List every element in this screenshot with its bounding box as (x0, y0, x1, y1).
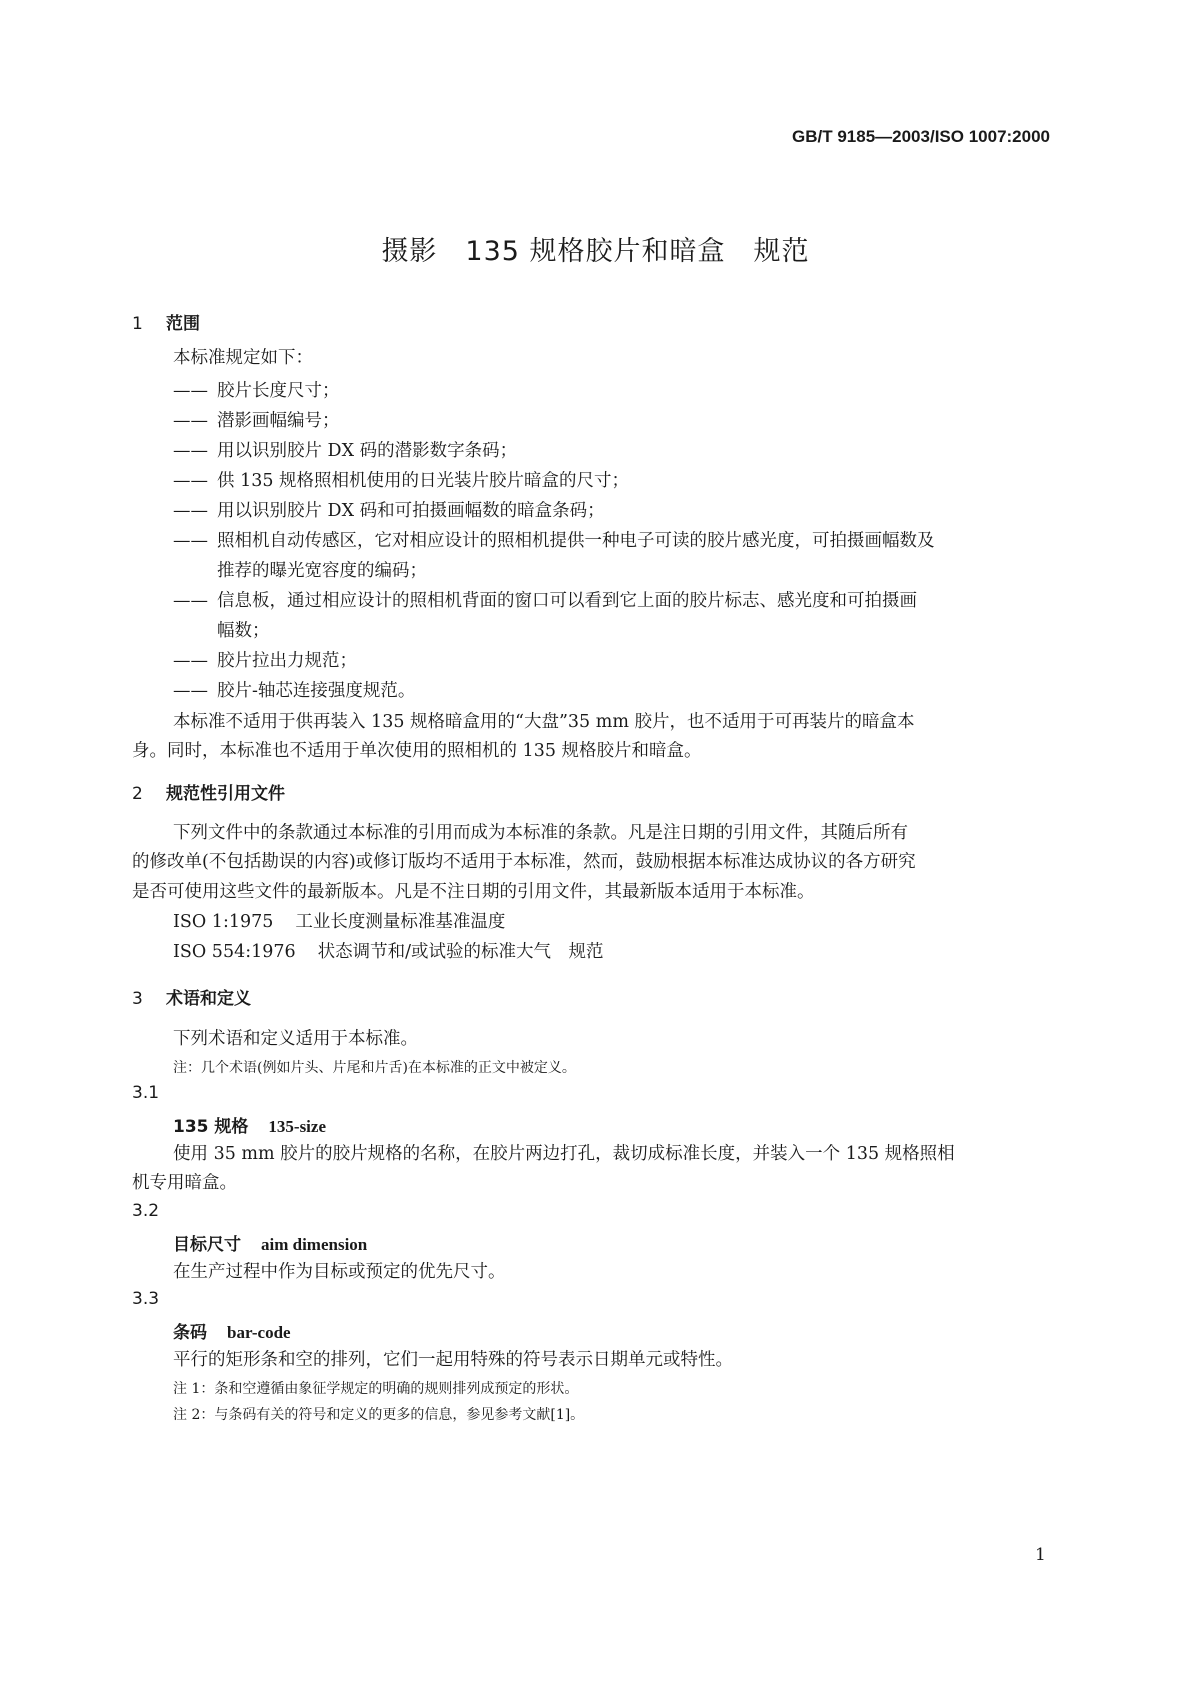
list-item: —— 供 135 规格照相机使用的日光装片胶片暗盒的尺寸； (173, 471, 630, 491)
term-definition-line-1: 在生产过程中作为目标或预定的优先尺寸。 (173, 1262, 506, 1282)
section-1-heading (132, 309, 200, 334)
list-item: —— 用以识别胶片 DX 码的潜影数字条码； (173, 441, 518, 461)
reference-item (173, 938, 604, 963)
list-item: —— 照相机自动传感区，它对相应设计的照相机提供一种电子可读的胶片感光度，可拍摄画幅数及 (173, 531, 935, 551)
term-number: 3.2 (132, 1201, 160, 1221)
term-zh: 目标尺寸 (173, 1235, 241, 1255)
section-2-heading (132, 779, 285, 804)
term-definition-line-2: 机专用暗盒。 (132, 1173, 237, 1193)
reference-code: ISO 554:1976 (173, 942, 296, 962)
term-en: bar-code (227, 1323, 291, 1342)
term-heading (173, 1230, 367, 1255)
term-note: 注 2：与条码有关的符号和定义的更多的信息，参见参考文献[1]。 (173, 1407, 585, 1423)
section-2-para-line-2: 的修改单(不包括勘误的内容)或修订版均不适用于本标准，然而，鼓励根据本标准达成协议的各方研究 (132, 852, 916, 872)
section-2-para-line-3: 是否可使用这些文件的最新版本。凡是不注日期的引用文件，其最新版本适用于本标准。 (132, 882, 815, 902)
section-3-intro: 下列术语和定义适用于本标准。 (173, 1029, 418, 1049)
standard-id-header: GB/T 9185—2003/ISO 1007:2000 (792, 127, 1050, 146)
reference-title: 状态调节和/或试验的标准大气 规范 (317, 942, 604, 962)
document-title: 摄影 135 规格胶片和暗盒 规范 (381, 236, 810, 267)
term-definition-line-1: 使用 35 mm 胶片的胶片规格的名称，在胶片两边打孔，裁切成标准长度，并装入一个 135 规格照相 (173, 1144, 955, 1164)
term-heading (173, 1112, 326, 1137)
section-2-para-line-1: 下列文件中的条款通过本标准的引用而成为本标准的条款。凡是注日期的引用文件，其随后所有 (173, 823, 908, 843)
list-item: —— 胶片拉出力规范； (173, 651, 357, 671)
list-item: —— 胶片长度尺寸； (173, 381, 340, 401)
term-heading (173, 1318, 291, 1343)
section-number: 1 (132, 314, 143, 334)
section-3-heading (132, 984, 251, 1009)
section-1-exclusion-line-2: 身。同时，本标准也不适用于单次使用的照相机的 135 规格胶片和暗盒。 (132, 741, 702, 761)
term-zh: 条码 (173, 1323, 207, 1343)
reference-title: 工业长度测量标准基准温度 (295, 912, 506, 932)
section-1-intro: 本标准规定如下： (173, 348, 313, 368)
list-item-continuation: 推荐的曝光宽容度的编码； (217, 561, 427, 581)
section-number: 2 (132, 784, 143, 804)
section-1-exclusion-line-1: 本标准不适用于供再装入 135 规格暗盒用的“大盘”35 mm 胶片，也不适用于可再装片的暗盒本 (173, 712, 915, 732)
list-item: —— 用以识别胶片 DX 码和可拍摄画幅数的暗盒条码； (173, 501, 605, 521)
page-number: 1 (1035, 1545, 1046, 1565)
section-title: 规范性引用文件 (166, 784, 285, 804)
section-title: 范围 (166, 314, 200, 334)
term-definition-line-1: 平行的矩形条和空的排列，它们一起用特殊的符号表示日期单元或特性。 (173, 1350, 733, 1370)
section-title: 术语和定义 (166, 989, 251, 1009)
section-3-note: 注：几个术语(例如片头、片尾和片舌)在本标准的正文中被定义。 (173, 1060, 576, 1076)
list-item: —— 胶片-轴芯连接强度规范。 (173, 681, 416, 701)
term-en: aim dimension (261, 1235, 368, 1254)
term-number: 3.3 (132, 1289, 160, 1309)
term-zh: 135 规格 (173, 1117, 249, 1137)
term-note: 注 1：条和空遵循由象征学规定的明确的规则排列成预定的形状。 (173, 1381, 579, 1397)
list-item: —— 信息板，通过相应设计的照相机背面的窗口可以看到它上面的胶片标志、感光度和可拍摄画 (173, 591, 917, 611)
reference-item (173, 908, 505, 933)
section-number: 3 (132, 989, 143, 1009)
term-en: 135-size (268, 1117, 326, 1136)
list-item-continuation: 幅数； (217, 621, 270, 641)
list-item: —— 潜影画幅编号； (173, 411, 340, 431)
reference-code: ISO 1:1975 (173, 912, 274, 932)
term-number: 3.1 (132, 1083, 160, 1103)
